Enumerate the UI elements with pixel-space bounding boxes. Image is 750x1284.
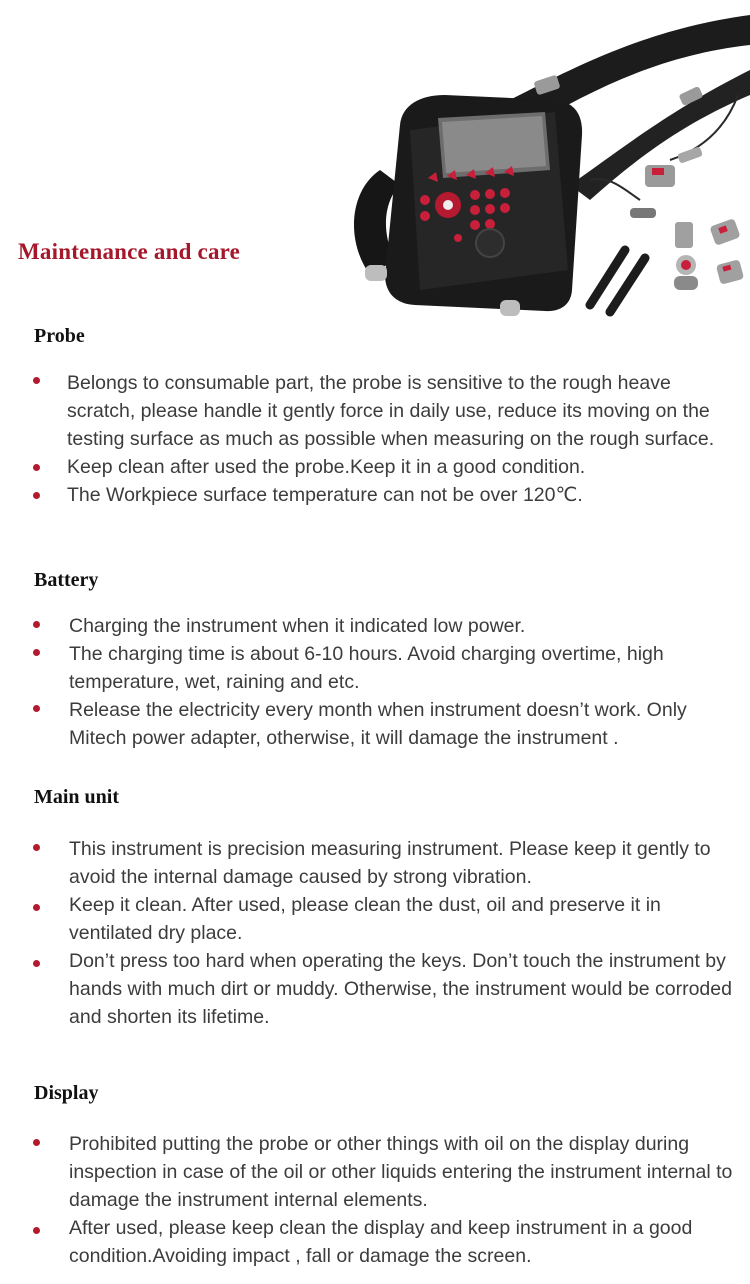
bullet-dot bbox=[33, 1139, 40, 1146]
list-item-text: Charging the instrument when it indicated low power. bbox=[69, 615, 526, 637]
list-item bbox=[0, 696, 750, 752]
list-item bbox=[0, 640, 750, 696]
bullet-dot bbox=[33, 705, 40, 712]
list-item-text: After used, please keep clean the display and keep instrument in a good condition.Avoiding impact , fall or damage the screen. bbox=[69, 1217, 693, 1267]
bullet-dot bbox=[33, 492, 40, 499]
list-item-text: Belongs to consumable part, the probe is sensitive to the rough heave scratch, please handle it gently force in daily use, reduce its moving on the testing surface as much as possible when measuring on the rough surface. bbox=[67, 372, 715, 450]
list-item-text: Keep clean after used the probe.Keep it in a good condition. bbox=[67, 456, 586, 478]
bullet-list bbox=[0, 612, 750, 752]
page-title: Maintenance and care bbox=[18, 239, 241, 264]
list-item bbox=[0, 612, 750, 640]
list-item-text: The Workpiece surface temperature can not be over 120℃. bbox=[67, 484, 583, 506]
list-item-text: Release the electricity every month when instrument doesn’t work. Only Mitech power adapter, otherwise, it will damage the instrument . bbox=[69, 699, 687, 749]
bullet-list bbox=[0, 835, 750, 1031]
list-item bbox=[0, 453, 750, 481]
list-item-text: Don’t press too hard when operating the keys. Don’t touch the instrument by hands with much dirt or muddy. Otherwise, the instrument would be corroded and shorten its lifetime. bbox=[69, 950, 732, 1028]
hero-banner bbox=[0, 0, 750, 330]
section-title: Display bbox=[34, 1082, 99, 1104]
list-item bbox=[0, 1214, 750, 1270]
list-item bbox=[0, 947, 750, 1031]
list-item bbox=[0, 835, 750, 891]
bullet-dot bbox=[33, 1227, 40, 1234]
section-title: Probe bbox=[34, 325, 85, 347]
bullet-dot bbox=[33, 904, 40, 911]
list-item bbox=[0, 481, 750, 509]
section-title: Main unit bbox=[34, 786, 120, 808]
bullet-dot bbox=[33, 377, 40, 384]
section-title: Battery bbox=[34, 569, 99, 591]
list-item-text: This instrument is precision measuring instrument. Please keep it gently to avoid the internal damage caused by strong vibration. bbox=[69, 838, 711, 888]
list-item-text: Prohibited putting the probe or other things with oil on the display during inspection in case of the oil or other liquids entering the instrument internal to damage the instrument internal elements. bbox=[69, 1133, 733, 1211]
list-item-text: Keep it clean. After used, please clean the dust, oil and preserve it in ventilated dry place. bbox=[69, 894, 661, 944]
bullet-list bbox=[0, 1130, 750, 1270]
bullet-list bbox=[0, 369, 750, 509]
ultrasonic-instrument-image bbox=[340, 0, 750, 330]
bullet-dot bbox=[33, 621, 40, 628]
bullet-dot bbox=[33, 649, 40, 656]
bullet-dot bbox=[33, 464, 40, 471]
list-item-text: The charging time is about 6-10 hours. Avoid charging overtime, high temperature, wet, raining and etc. bbox=[69, 643, 664, 693]
device-knob bbox=[476, 229, 504, 257]
bullet-dot bbox=[33, 960, 40, 967]
list-item bbox=[0, 369, 750, 453]
list-item bbox=[0, 1130, 750, 1214]
bullet-dot bbox=[33, 844, 40, 851]
list-item bbox=[0, 891, 750, 947]
